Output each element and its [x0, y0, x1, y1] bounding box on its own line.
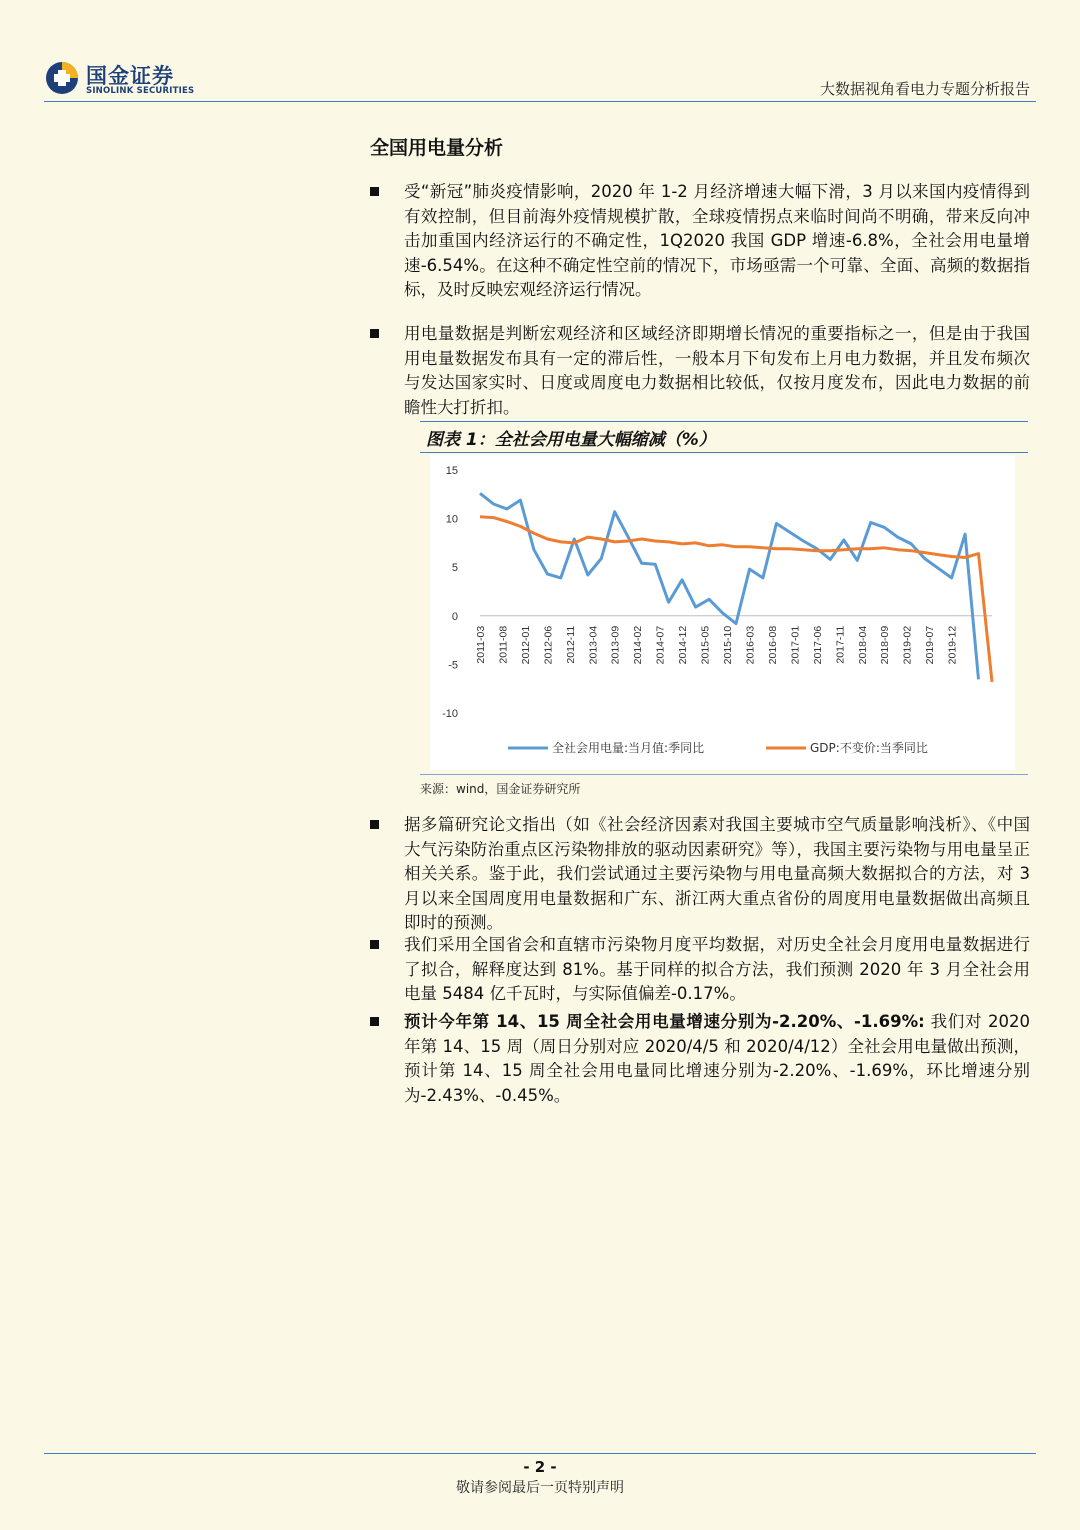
paragraph-3 — [370, 813, 1030, 936]
header-divider — [44, 101, 1036, 102]
x-tick-label: 2012-11 — [564, 625, 577, 664]
y-tick-label: 0 — [451, 610, 458, 623]
logo-english-name: SINOLINK SECURITIES — [86, 86, 195, 96]
report-title: 大数据视角看电力专题分析报告 — [819, 80, 1030, 98]
x-tick-label: 2017-01 — [789, 625, 802, 665]
x-tick-label: 2018-04 — [856, 625, 869, 665]
x-tick-label: 2017-06 — [811, 625, 824, 665]
paragraph-text — [404, 1010, 1030, 1108]
square-bullet-icon — [370, 329, 379, 338]
series-line-2 — [480, 517, 992, 682]
x-tick-label: 2013-04 — [587, 625, 600, 665]
x-tick-label: 2012-01 — [519, 625, 532, 665]
paragraph-4 — [370, 933, 1030, 1007]
x-tick-label: 2015-05 — [699, 625, 712, 665]
figure-source: 来源：wind，国金证券研究所 — [420, 782, 581, 796]
legend-label-2: GDP:不变价:当季同比 — [810, 741, 928, 755]
figure-title-bar — [420, 421, 1028, 453]
source-divider — [420, 774, 1028, 775]
paragraph-5 — [370, 1010, 1030, 1108]
x-tick-label: 2014-07 — [654, 625, 667, 665]
sinolink-logo-icon — [44, 60, 80, 96]
x-tick-label: 2013-09 — [609, 625, 622, 665]
paragraph-1 — [370, 180, 1030, 303]
company-logo — [44, 58, 244, 102]
x-tick-label: 2017-11 — [834, 625, 847, 664]
x-tick-label: 2018-09 — [879, 625, 892, 665]
x-tick-label: 2019-02 — [901, 625, 914, 665]
square-bullet-icon — [370, 940, 379, 949]
y-tick-label: 5 — [451, 562, 458, 575]
y-tick-label: 15 — [445, 465, 458, 477]
y-tick-label: 10 — [445, 513, 458, 526]
x-tick-label: 2011-08 — [497, 625, 510, 664]
x-tick-label: 2014-02 — [632, 625, 645, 665]
x-tick-label: 2015-10 — [722, 625, 735, 665]
chart-svg — [430, 455, 1015, 770]
paragraph-text: 据多篇研究论文指出（如《社会经济因素对我国主要城市空气质量影响浅析》、《中国大气污染防治重点区污染物排放的驱动因素研究》等），我国主要污染物与用电量呈正相关关系。鉴于此，我们尝试通过主要污染物与用电量高频大数据拟合的方法，对 3 月以来全国周度用电量数据和广东、浙江两大重点省份的周度用电量数据做出高频且即时的预测。 — [404, 815, 1030, 932]
square-bullet-icon — [370, 1017, 379, 1026]
x-tick-label: 2014-12 — [677, 625, 690, 665]
footer-divider — [44, 1453, 1036, 1454]
x-tick-label: 2012-06 — [542, 625, 555, 665]
paragraph-text: 用电量数据是判断宏观经济和区域经济即期增长情况的重要指标之一，但是由于我国用电量数据发布具有一定的滞后性，一般本月下旬发布上月电力数据，并且发布频次与发达国家实时、日度或周度电力数据相比较低，仅按月度发布，因此电力数据的前瞻性大打折扣。 — [404, 324, 1030, 417]
section-title: 全国用电量分析 — [370, 137, 504, 159]
x-tick-label: 2016-08 — [766, 625, 779, 665]
paragraph-text: 受“新冠”肺炎疫情影响，2020 年 1-2 月经济增速大幅下滑，3 月以来国内疫情得到有效控制，但目前海外疫情规模扩散，全球疫情拐点来临时间尚不明确，带来反向冲击加重国内经济运行的不确定性，1Q2020 我国 GDP 增速-6.8%，全社会用电量增速-6.54%。在这种不确定性空前的情况下，市场亟需一个可靠、全面、高频的数据指标，及时反映宏观经济运行情况。 — [404, 182, 1030, 299]
x-tick-label: 2019-07 — [924, 625, 937, 665]
legend-label-1: 全社会用电量:当月值:季同比 — [552, 741, 705, 755]
logo-chinese-name: 国金证券 — [86, 64, 174, 88]
forecast-highlight: 预计今年第 14、15 周全社会用电量增速分别为-2.20%、-1.69%: — [404, 1012, 925, 1031]
y-tick-label: -10 — [442, 708, 458, 720]
x-tick-label: 2016-03 — [744, 625, 757, 665]
y-tick-label: -5 — [448, 659, 458, 672]
figure-title: 图表 1：全社会用电量大幅缩减（%） — [426, 430, 716, 450]
page-number: - 2 - — [523, 1458, 557, 1476]
paragraph-text: 我们采用全国省会和直辖市污染物月度平均数据，对历史全社会月度用电量数据进行了拟合，解释度达到 81%。基于同样的拟合方法，我们预测 2020 年 3 月全社会用电量 5484 亿千瓦时，与实际值偏差-0.17%。 — [404, 935, 1030, 1003]
line-chart — [430, 455, 1015, 770]
footer-disclaimer: 敬请参阅最后一页特别声明 — [456, 1480, 624, 1496]
square-bullet-icon — [370, 187, 379, 196]
page-header — [0, 0, 1080, 104]
square-bullet-icon — [370, 820, 379, 829]
x-tick-label: 2011-03 — [475, 625, 487, 664]
paragraph-2 — [370, 322, 1030, 420]
x-tick-label: 2019-12 — [946, 625, 959, 665]
forecast-detail: 我们对 2020 年第 14、15 周（周日分别对应 2020/4/5 和 2020/4/12）全社会用电量做出预测，预计第 14、15 周全社会用电量同比增速分别为-2.20%、-1.69%，环比增速分别为-2.43%、-0.45%。 — [404, 1012, 1030, 1105]
